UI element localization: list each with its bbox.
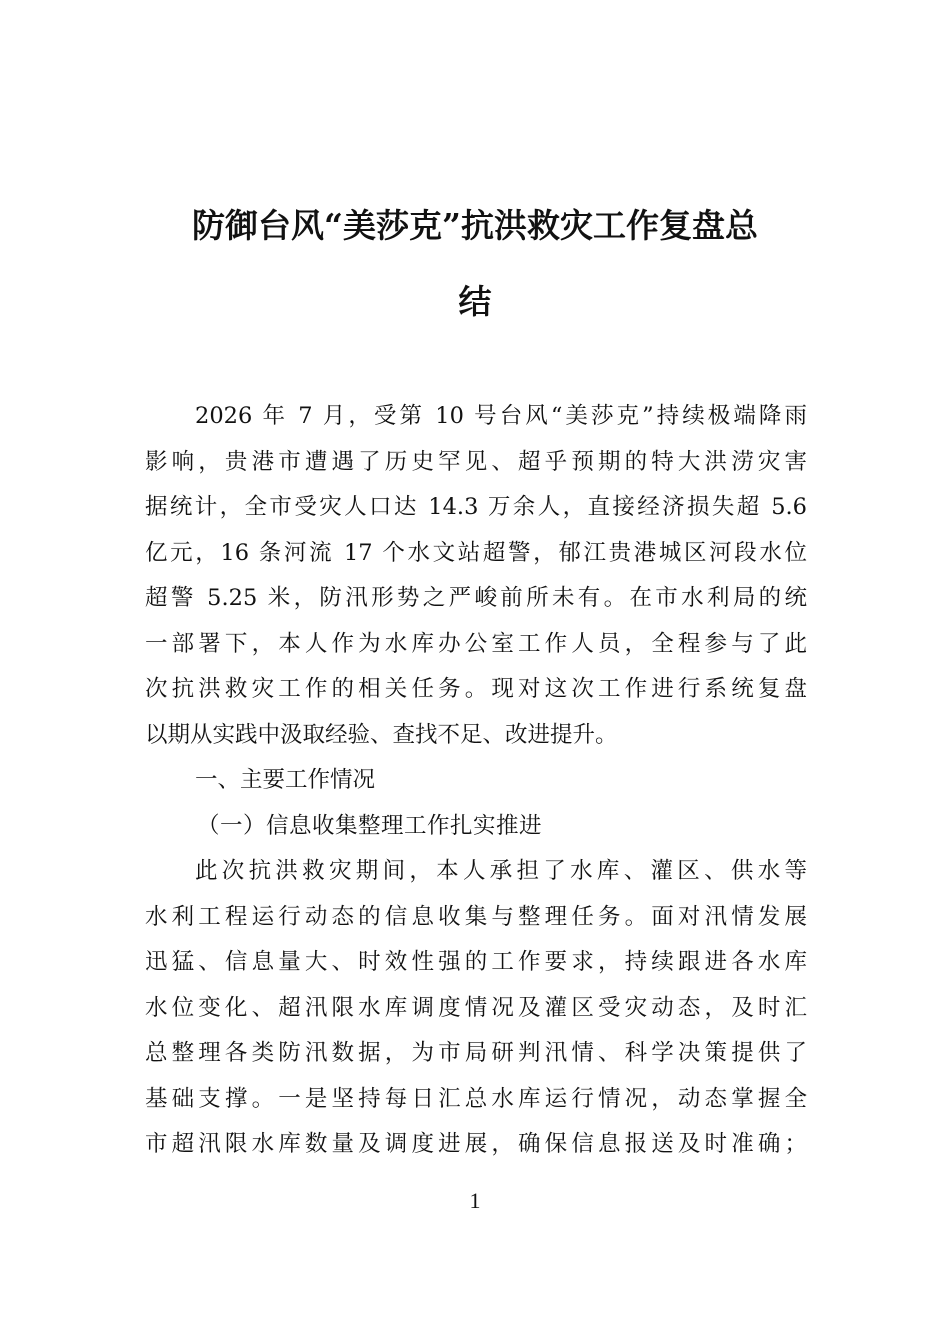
paragraph-line: 总整理各类防汛数据，为市局研判汛情、科学决策提供了	[145, 1040, 807, 1066]
paragraph-line: 亿元，16 条河流 17 个水文站超警，郁江贵港城区河段水位	[145, 539, 807, 566]
title-line-2: 结	[458, 282, 492, 321]
paragraph-line: 迅猛、信息量大、时效性强的工作要求，持续跟进各水库	[145, 949, 807, 975]
document-body	[145, 394, 807, 1168]
paragraph-line: 水利工程运行动态的信息收集与整理任务。面对汛情发展	[145, 903, 807, 930]
paragraph-line: 次抗洪救灾工作的相关任务。现对这次工作进行系统复盘	[145, 676, 807, 702]
page-number: 1	[469, 1188, 481, 1213]
paragraph-line: 超警 5.25 米，防汛形势之严峻前所未有。在市水利局的统	[145, 585, 807, 611]
paragraph-line: 据统计，全市受灾人口达 14.3 万余人，直接经济损失超 5.6	[145, 494, 807, 520]
paragraph-line: 市超汛限水库数量及调度进展，确保信息报送及时准确；	[145, 1131, 807, 1157]
paragraph-line: 一部署下，本人作为水库办公室工作人员，全程参与了此	[145, 630, 807, 657]
document-title	[145, 188, 805, 340]
paragraph-intro	[145, 394, 807, 758]
paragraph-info-collection	[145, 849, 807, 1168]
paragraph-line: 水位变化、超汛限水库调度情况及灌区受灾动态，及时汇	[145, 994, 807, 1021]
subsection-heading: （一）信息收集整理工作扎实推进	[197, 812, 543, 839]
paragraph-line: 以期从实践中汲取经验、查找不足、改进提升。	[145, 721, 618, 748]
section-heading: 一、主要工作情况	[195, 767, 376, 793]
paragraph-line: 2026 年 7 月，受第 10 号台风“美莎克”持续极端降雨	[195, 403, 807, 429]
paragraph-line: 影响，贵港市遭遇了历史罕见、超乎预期的特大洪涝灾害	[145, 448, 807, 475]
title-line-1: 防御台风“美莎克”抗洪救灾工作复盘总	[192, 206, 758, 245]
paragraph-line: 基础支撑。一是坚持每日汇总水库运行情况，动态掌握全	[145, 1085, 807, 1112]
paragraph-line: 此次抗洪救灾期间，本人承担了水库、灌区、供水等	[195, 858, 807, 884]
